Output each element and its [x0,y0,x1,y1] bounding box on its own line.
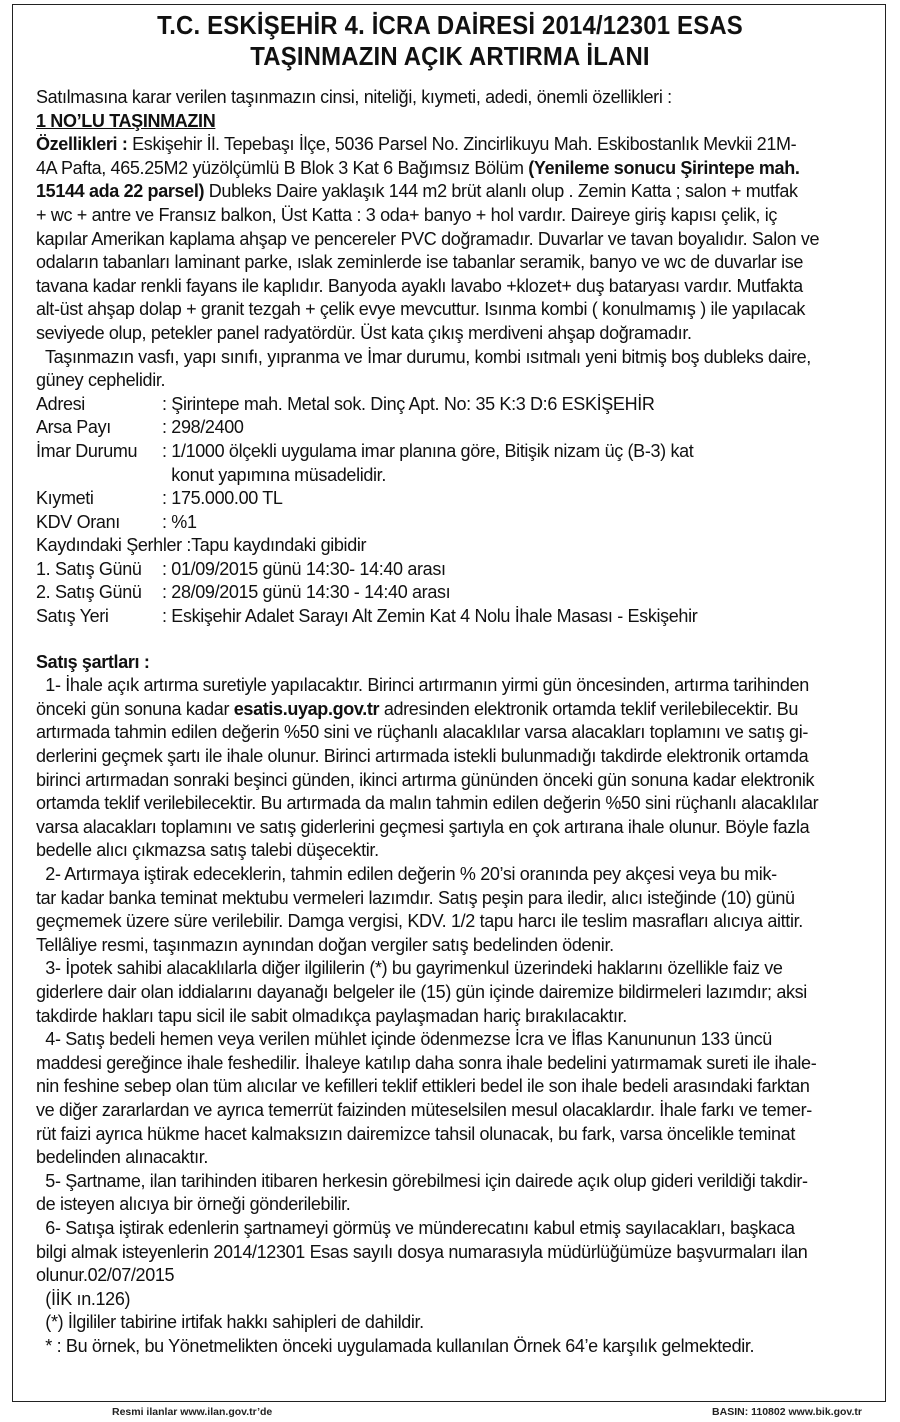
detail-value: : 01/09/2015 günü 14:30- 14:40 arası [162,558,446,579]
condition-line: ve diğer zararlardan ve ayrıca temerrüt faizinden müteselsilen mesul olacaklardır. İhale farkı ve temer- [36,1099,812,1120]
vasfi-line: güney cephelidir. [36,370,166,391]
features-bold-text: (Yenileme sonucu Şirintepe mah. [528,157,800,178]
condition-line: bilgi almak isteyenlerin 2014/12301 Esas sayılı dosya numarasıyla müdürlüğümüze başvurmaları ilan [36,1241,808,1262]
condition-line: 2- Artırmaya iştirak edeceklerin, tahmin edilen değerin % 20’si oranında pey akçesi veya bu mik- [36,864,777,884]
condition-line: 5- Şartname, ilan tarihinden itibaren herkesin görebilmesi için dairede açık olup gideri verildiği takdir- [36,1170,808,1191]
detail-row-adres [36,393,876,417]
detail-label: KDV Oranı [36,511,120,532]
condition-line: rüt faizi ayrıca hükme hacet kalmaksızın dairemizce tahsil olunacak, bu fark, varsa öncelikle teminat [36,1123,795,1144]
condition-line: nin feshine sebep olan tüm alıcılar ve kefilleri teklif ettikleri bedel ile son ihale bedeli arasındaki farktan [36,1076,810,1097]
features-line: tavana kadar renkli fayans ile kaplıdır. Banyoda ayaklı lavabo +klozet+ duş bataryası vardır. Mutfakta [36,275,803,296]
condition-line: Tellâliye resmi, taşınmazın aynından doğan vergiler satış bedelinden ödenir. [36,934,614,955]
detail-label: İmar Durumu [36,440,138,461]
condition-line: 3- İpotek sahibi alacaklılarla diğer ilgililerin (*) bu gayrimenkul üzerindeki haklarını özellikle faiz ve [36,958,783,979]
condition-line: geçmemek üzere süre verilebilir. Damga vergisi, KDV. 1/2 tapu harcı ile teslim masrafları alıcıya aittir. [36,911,803,932]
features-line: kapılar Amerikan kaplama ahşap ve pencereler PVC doğramadır. Duvarlar ve tavan boyalıdır. Salon ve [36,228,820,249]
footer [0,1404,900,1422]
detail-row-arsa [36,416,876,440]
detail-value: : Eskişehir Adalet Sarayı Alt Zemin Kat 4 Nolu İhale Masası - Eskişehir [162,606,698,627]
features-line: odaların tabanları laminant parke, ıslak zeminlerde ise tabanlar seramik, banyo ve wc de duvarlar ise [36,252,804,273]
note-line: (*) İlgililer tabirine irtifak hakkı sahipleri de dahildir. [36,1312,424,1333]
features-text: Eskişehir İl. Tepebaşı İlçe, 5036 Parsel No. Zincirlikuyu Mah. Eskibostanlık Mevkii 21M- [127,134,797,155]
condition-line: maddesi gereğince ihale feshedilir. İhaleye katılıp daha sonra ihale bedelini yatırmamak sureti ile ihale- [36,1052,817,1073]
detail-serhler: Kaydındaki Şerhler :Tapu kaydındaki gibidir [36,535,367,556]
condition-line: giderlere dair olan iddialarını dayanağı belgeler ile (15) gün içinde dairemize bildirmeleri lazımdır; aksi [36,981,807,1002]
detail-value: : Şirintepe mah. Metal sok. Dinç Apt. No: 35 K:3 D:6 ESKİŞEHİR [162,393,655,414]
features-line [36,180,876,204]
detail-value: : 175.000.00 TL [162,488,283,509]
condition-line: 4- Satış bedeli hemen veya verilen mühlet içinde ödenmezse İcra ve İflas Kanununun 133 üncü [36,1029,772,1050]
features-label: Özellikleri : [36,134,128,155]
features-line [36,133,876,157]
esatis-link[interactable]: esatis.uyap.gov.tr [233,698,380,719]
detail-value-continued: konut yapımına müsadelidir. [162,464,386,485]
title-line-2: TAŞINMAZIN AÇIK ARTIRMA İLANI [250,41,650,71]
detail-label: 1. Satış Günü [36,558,142,579]
condition-line: birinci artırmadan sonraki beşinci günden, ikinci artırma gününden önceki gün sonuna kadar elektronik [36,769,815,790]
detail-label: Arsa Payı [36,417,111,438]
spacer [36,629,876,651]
condition-line: 6- Satışa iştirak edenlerin şartnameyi görmüş ve münderecatını kabul etmiş sayılacakları, başkaca [36,1217,795,1238]
title-line-1: T.C. ESKİŞEHİR 4. İCRA DAİRESİ 2014/12301 ESAS [157,10,743,40]
vasfi-line: Taşınmazın vasfı, yapı sınıfı, yıpranma ve İmar durumu, kombi ısıtmalı yeni bitmiş boş dubleks daire, [36,346,811,367]
note-line: * : Bu örnek, bu Yönetmelikten önceki uygulamada kullanılan Örnek 64’e karşılık gelmektedir. [36,1335,755,1356]
features-line: seviyede olup, petekler panel radyatördür. Üst kata çıkış merdiveni ahşap doğramadır. [36,322,692,343]
section-heading: 1 NO’LU TAŞINMAZIN [36,110,216,131]
condition-line: bedelle alıcı çıkmazsa satış talebi düşecektir. [36,840,379,861]
condition-line: olunur.02/07/2015 [36,1265,175,1286]
detail-value: : 1/1000 ölçekli uygulama imar planına göre, Bitişik nizam üç (B-3) kat [162,440,694,461]
condition-line: ortamda teklif verilebilecektir. Bu artırmada da malın tahmin edilen değerin %50 sini rüçhanlı alacaklılar [36,793,819,814]
detail-label: 2. Satış Günü [36,582,142,603]
condition-text: adresinden elektronik ortamda teklif verilebilecektir. Bu [379,698,799,719]
detail-row-imar [36,440,876,464]
title-block [0,10,900,72]
detail-row-kdv [36,511,876,535]
features-line: alt-üst ahşap dolap + granit tezgah + çelik evye mevcuttur. Isınma kombi ( konulmamış ) ile yapılacak [36,299,806,320]
detail-value: : %1 [162,511,197,532]
condition-line: varsa alacakları toplamını ve satış giderlerini geçmesi şartıyla en çok artırana ihale olunur. Böyle fazla [36,816,810,837]
document-body [36,86,876,1358]
detail-row-yer [36,605,876,629]
condition-line: derlerini geçmek şartı ile ihale olunur. Birinci artırmada istekli bulunmadığı takdirde elektronik ortamda [36,746,809,767]
footer-bik-link[interactable]: BASIN: 110802 www.bik.gov.tr [712,1406,862,1418]
detail-value: : 298/2400 [162,417,244,438]
features-line [36,157,876,181]
condition-line: takdirde hakları tapu sicil ile sabit olmadıkça paylaşmadan hariç bırakılacaktır. [36,1005,627,1026]
condition-line: artırmada tahmin edilen değerin %50 sini ve rüçhanlı alacaklılar varsa alacakları toplamını ve satış gi- [36,722,808,743]
detail-row-satis2 [36,581,876,605]
detail-label: Adresi [36,393,85,414]
note-line: (İİK ın.126) [36,1288,131,1309]
condition-line: tar kadar banka teminat mektubu vermeleri lazımdır. Satış peşin para iledir, alıcı isteğinde (10) günü [36,887,795,908]
detail-label: Satış Yeri [36,606,109,627]
condition-line: bedelinden alınacaktır. [36,1147,209,1168]
detail-row-satis1 [36,558,876,582]
conditions-heading: Satış şartları : [36,651,150,672]
features-text: Dubleks Daire yaklaşık 144 m2 brüt alanlı olup . Zemin Katta ; salon + mutfak [204,181,798,202]
condition-line [36,698,876,722]
condition-line: 1- İhale açık artırma suretiyle yapılacaktır. Birinci artırmanın yirmi gün öncesinden, artırma tarihinden [36,675,809,696]
detail-value: : 28/09/2015 günü 14:30 - 14:40 arası [162,582,451,603]
intro-text: Satılmasına karar verilen taşınmazın cinsi, niteliği, kıymeti, adedi, önemli özellikleri : [36,87,672,107]
condition-line: de isteyen alıcıya bir örneği gönderilebilir. [36,1194,351,1215]
features-line: + wc + antre ve Fransız balkon, Üst Katta : 3 oda+ banyo + hol vardır. Daireye giriş kapısı çelik, iç [36,204,778,225]
detail-row-kiymet [36,487,876,511]
features-text: 4A Pafta, 465.25M2 yüzölçümlü B Blok 3 Kat 6 Bağımsız Bölüm [36,157,529,178]
features-bold-text: 15144 ada 22 parsel) [36,181,205,202]
footer-ilan-link[interactable]: Resmi ilanlar www.ilan.gov.tr’de [112,1406,273,1418]
detail-label: Kıymeti [36,488,94,509]
condition-text: önceki gün sonuna kadar [36,698,234,719]
